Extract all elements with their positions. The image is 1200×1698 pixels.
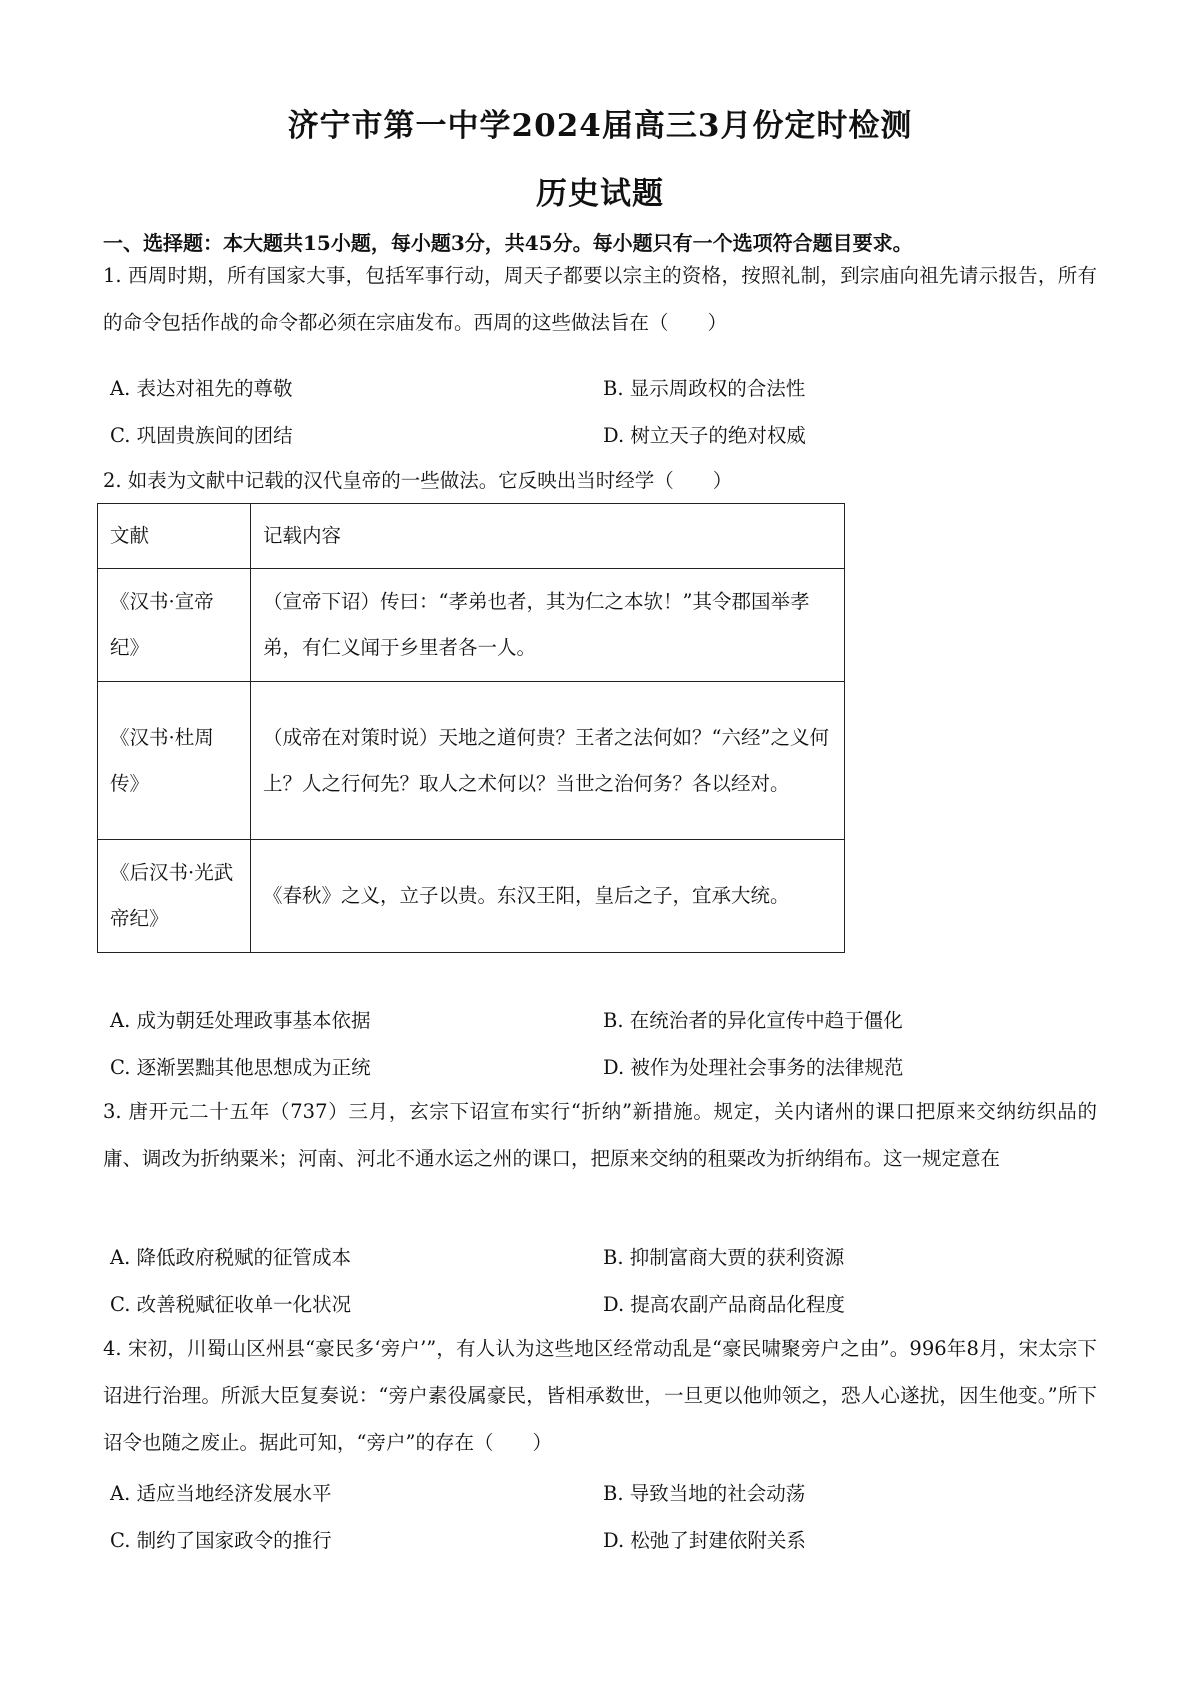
question-3-option-d: D. 提高农副产品商品化程度 xyxy=(603,1293,845,1316)
question-2-option-d: D. 被作为处理社会事务的法律规范 xyxy=(603,1056,904,1079)
question-2-stem: 2. 如表为文献中记载的汉代皇帝的一些做法。它反映出当时经学（ ） xyxy=(103,469,733,492)
question-4-option-d: D. 松弛了封建依附关系 xyxy=(603,1529,806,1552)
question-2-option-b: B. 在统治者的异化宣传中趋于僵化 xyxy=(603,1009,903,1032)
table-row xyxy=(98,840,845,953)
table-header-cell: 文献 xyxy=(98,504,251,569)
source-table xyxy=(97,503,845,953)
table-row xyxy=(98,682,845,840)
question-3-option-c: C. 改善税赋征收单一化状况 xyxy=(110,1293,352,1316)
exam-title: 济宁市第一中学2024届高三3月份定时检测 xyxy=(287,108,913,144)
table-cell-source: 《汉书·杜周传》 xyxy=(98,682,251,840)
question-2-option-c: C. 逐渐罢黜其他思想成为正统 xyxy=(110,1056,371,1079)
question-1-stem: 1. 西周时期，所有国家大事，包括军事行动，周天子都要以宗主的资格，按照礼制，到宗庙向祖先请示报告，所有的命令包括作战的命令都必须在宗庙发布。西周的这些做法旨在（ ） xyxy=(103,264,1097,334)
question-1-option-d: D. 树立天子的绝对权威 xyxy=(603,424,806,447)
question-4-stem: 4. 宋初，川蜀山区州县“豪民多‘旁户’”，有人认为这些地区经常动乱是“豪民啸聚旁户之由”。996年8月，宋太宗下诏进行治理。所派大臣复奏说：“旁户素役属豪民，皆相承数世，一旦更以他帅领之，恐人心遂扰，因生他变。”所下诏令也随之废止。据此可知，“旁户”的存在（ ） xyxy=(103,1337,1097,1454)
table-cell-source: 《后汉书·光武帝纪》 xyxy=(98,840,251,953)
table-header-row xyxy=(98,504,845,569)
table-cell-content: （成帝在对策时说）天地之道何贵？王者之法何如？“六经”之义何上？人之行何先？取人之术何以？当世之治何务？各以经对。 xyxy=(251,682,845,840)
section-heading: 一、选择题：本大题共15小题，每小题3分，共45分。每小题只有一个选项符合题目要求。 xyxy=(103,231,913,255)
question-4-option-c: C. 制约了国家政令的推行 xyxy=(110,1529,332,1552)
question-1-option-c: C. 巩固贵族间的团结 xyxy=(110,424,293,447)
question-3-stem: 3. 唐开元二十五年（737）三月，玄宗下诏宣布实行“折纳”新措施。规定，关内诸州的课口把原来交纳纺织品的庸、调改为折纳粟米；河南、河北不通水运之州的课口，把原来交纳的租粟改为折纳绢布。这一规定意在 xyxy=(103,1100,1097,1170)
question-3-option-b: B. 抑制富商大贾的获利资源 xyxy=(603,1246,845,1269)
table-cell-content: 《春秋》之义，立子以贵。东汉王阳，皇后之子，宜承大统。 xyxy=(251,840,845,953)
table-header-cell: 记载内容 xyxy=(251,504,845,569)
table-cell-source: 《汉书·宣帝纪》 xyxy=(98,569,251,682)
question-3-option-a: A. 降低政府税赋的征管成本 xyxy=(110,1246,351,1269)
table-row xyxy=(98,569,845,682)
exam-subtitle: 历史试题 xyxy=(536,176,664,212)
question-1-option-b: B. 显示周政权的合法性 xyxy=(603,377,806,400)
question-4-option-a: A. 适应当地经济发展水平 xyxy=(110,1482,332,1505)
question-1-option-a: A. 表达对祖先的尊敬 xyxy=(110,377,293,400)
question-4-option-b: B. 导致当地的社会动荡 xyxy=(603,1482,806,1505)
table-cell-content: （宣帝下诏）传曰：“孝弟也者，其为仁之本欤！”其令郡国举孝弟，有仁义闻于乡里者各一人。 xyxy=(251,569,845,682)
question-2-option-a: A. 成为朝廷处理政事基本依据 xyxy=(110,1009,371,1032)
